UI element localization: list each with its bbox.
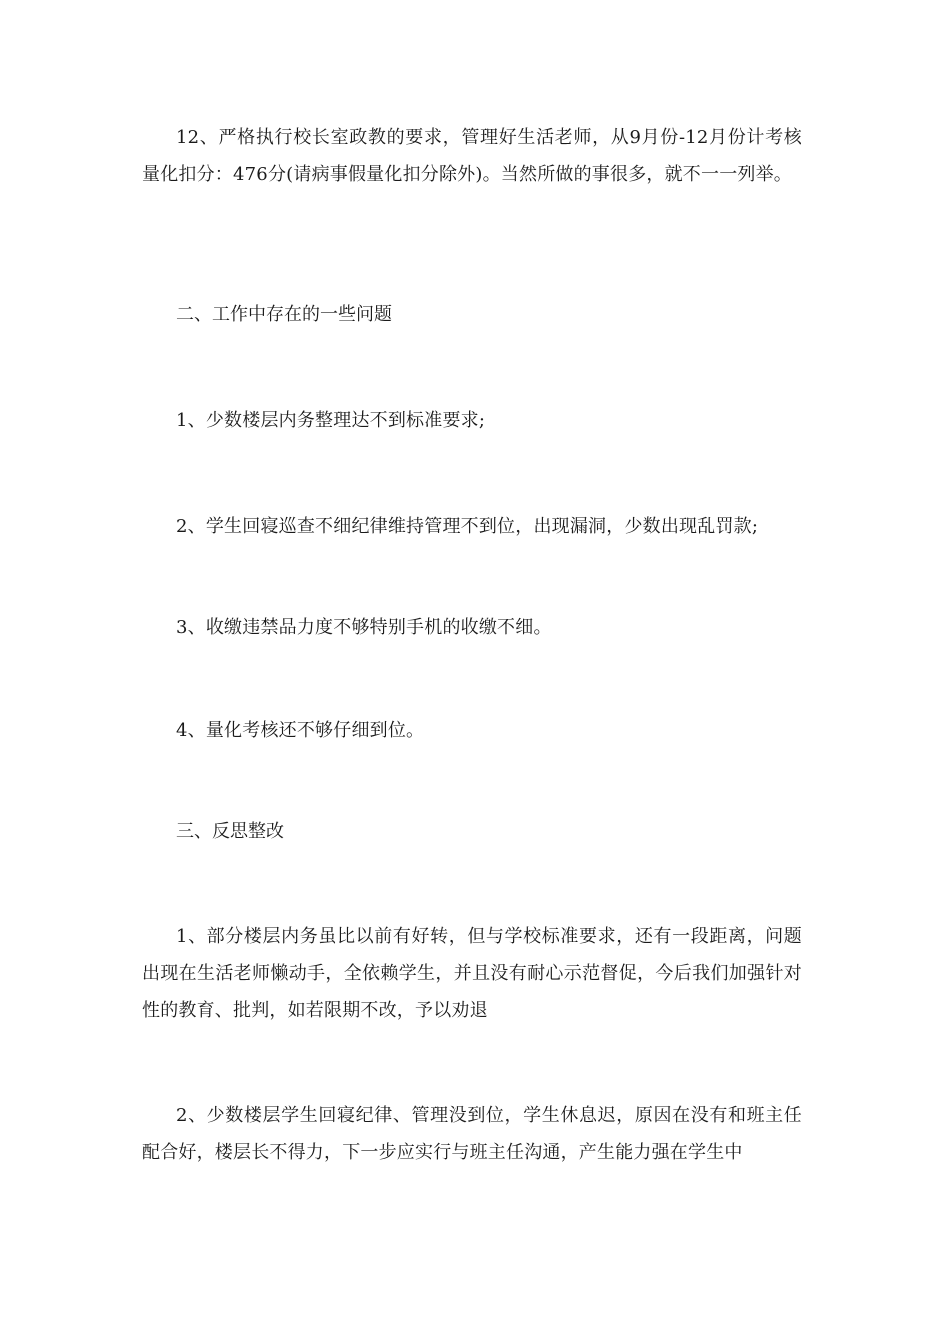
problem-item-1: 1、少数楼层内务整理达不到标准要求; bbox=[176, 410, 486, 431]
section-heading-reflection: 三、反思整改 bbox=[176, 821, 284, 842]
problem-item-2: 2、学生回寝巡查不细纪律维持管理不到位，出现漏洞，少数出现乱罚款; bbox=[176, 516, 759, 537]
problem-item-3: 3、收缴违禁品力度不够特别手机的收缴不细。 bbox=[176, 617, 552, 638]
reflection-item-2: 2、少数楼层学生回寝纪律、管理没到位，学生休息迟，原因在没有和班主任配合好，楼层长不得力，下一步应实行与班主任沟通，产生能力强在学生中 bbox=[142, 1105, 802, 1163]
section-heading-problems: 二、工作中存在的一些问题 bbox=[176, 304, 392, 325]
reflection-item-1: 1、部分楼层内务虽比以前有好转，但与学校标准要求，还有一段距离，问题出现在生活老师懒动手，全依赖学生，并且没有耐心示范督促，今后我们加强针对性的教育、批判，如若限期不改，予以劝退 bbox=[142, 926, 802, 1021]
paragraph-item-12: 12、严格执行校长室政教的要求，管理好生活老师，从9月份-12月份计考核量化扣分：476分(请病事假量化扣分除外)。当然所做的事很多，就不一一列举。 bbox=[142, 127, 802, 185]
problem-item-4: 4、量化考核还不够仔细到位。 bbox=[176, 720, 425, 741]
